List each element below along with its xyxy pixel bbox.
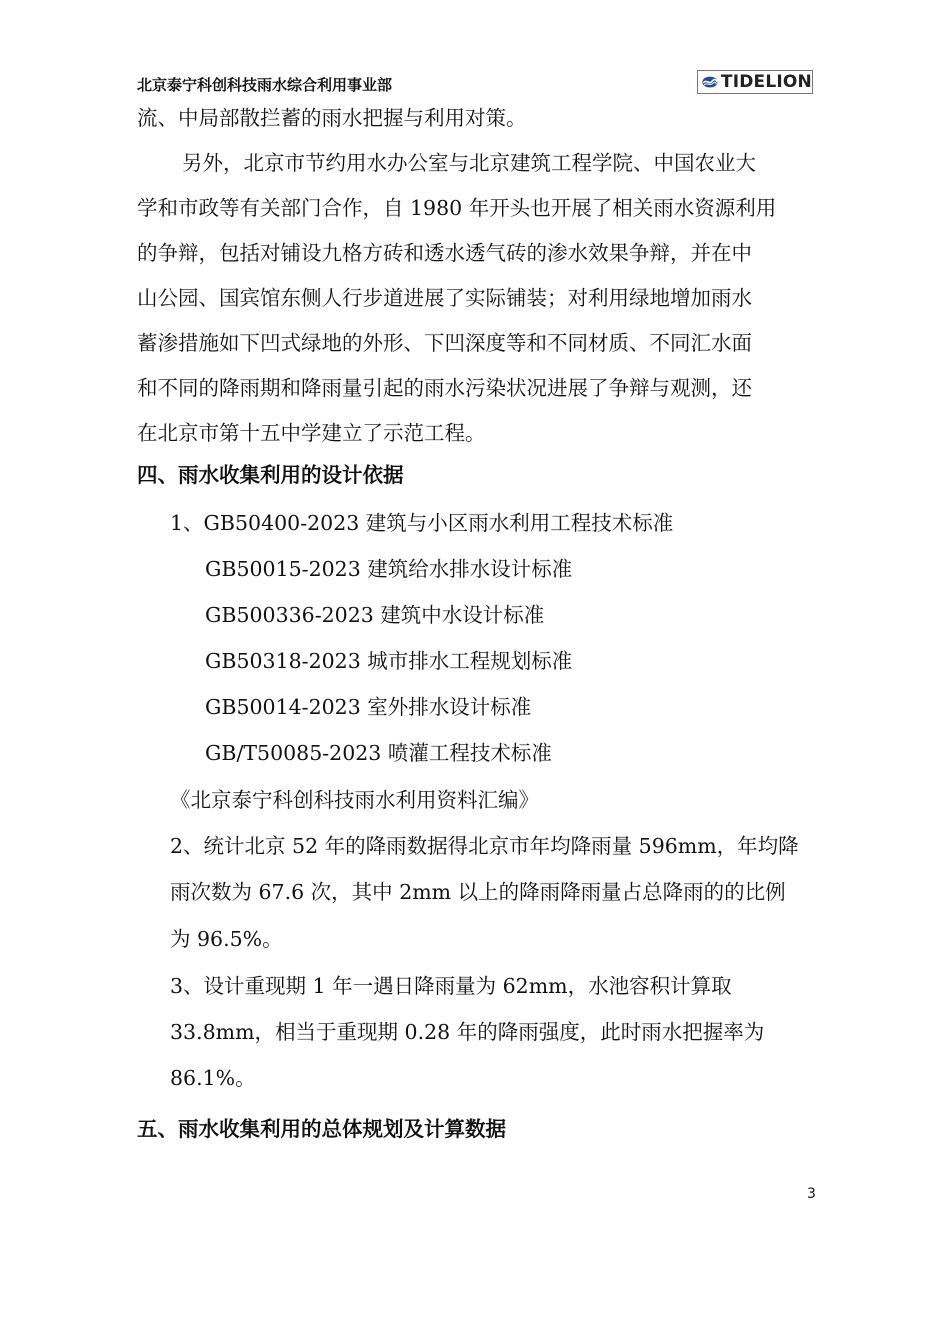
standard-item: GB500336-2023 建筑中水设计标准: [205, 603, 545, 627]
page-number: 3: [807, 1186, 816, 1202]
standard-item: 《北京泰宁科创科技雨水利用资料汇编》: [170, 788, 539, 812]
body-line: 和不同的降雨期和降雨量引起的雨水污染状况进展了争辩与观测，还: [137, 376, 752, 400]
item-3-line: 3、设计重现期 1 年一遇日降雨量为 62mm，水池容积计算取: [170, 974, 732, 998]
item-2-line: 为 96.5%。: [170, 927, 283, 951]
body-line: 蓄渗措施如下凹式绿地的外形、下凹深度等和不同材质、不同汇水面: [137, 331, 752, 355]
body-line: 学和市政等有关部门合作，自 1980 年开头也开展了相关雨水资源利用: [137, 196, 777, 220]
item-2-line: 2、统计北京 52 年的降雨数据得北京市年均降雨量 596mm，年均降: [170, 834, 799, 858]
body-line: 山公园、国宾馆东侧人行步道进展了实际铺装；对利用绿地增加雨水: [137, 286, 752, 310]
item-2-line: 雨次数为 67.6 次，其中 2mm 以上的降雨降雨量占总降雨的的比例: [170, 880, 786, 904]
standard-item: GB50014-2023 室外排水设计标准: [205, 695, 532, 719]
section-4-heading: 四、雨水收集利用的设计依据: [137, 463, 404, 487]
body-line: 的争辩，包括对铺设九格方砖和透水透气砖的渗水效果争辩，并在中: [137, 241, 752, 265]
standard-item: GB/T50085-2023 喷灌工程技术标准: [205, 741, 552, 765]
standard-item: GB50015-2023 建筑给水排水设计标准: [205, 557, 573, 581]
standard-item: 1、GB50400-2023 建筑与小区雨水利用工程技术标准: [170, 511, 674, 535]
logo-text: TIDELION: [720, 72, 812, 92]
tidelion-wave-icon: [702, 74, 718, 90]
section-5-heading: 五、雨水收集利用的总体规划及计算数据: [137, 1117, 506, 1141]
header-org-name: 北京泰宁科创科技雨水综合利用事业部: [137, 76, 393, 94]
body-line: 另外，北京市节约用水办公室与北京建筑工程学院、中国农业大: [182, 151, 756, 175]
item-3-line: 33.8mm，相当于重现期 0.28 年的降雨强度，此时雨水把握率为: [170, 1020, 765, 1044]
item-3-line: 86.1%。: [170, 1066, 256, 1090]
company-logo: [697, 70, 813, 94]
body-line: 流、中局部散拦蓄的雨水把握与利用对策。: [137, 106, 527, 130]
body-line: 在北京市第十五中学建立了示范工程。: [137, 421, 486, 445]
standard-item: GB50318-2023 城市排水工程规划标准: [205, 649, 573, 673]
